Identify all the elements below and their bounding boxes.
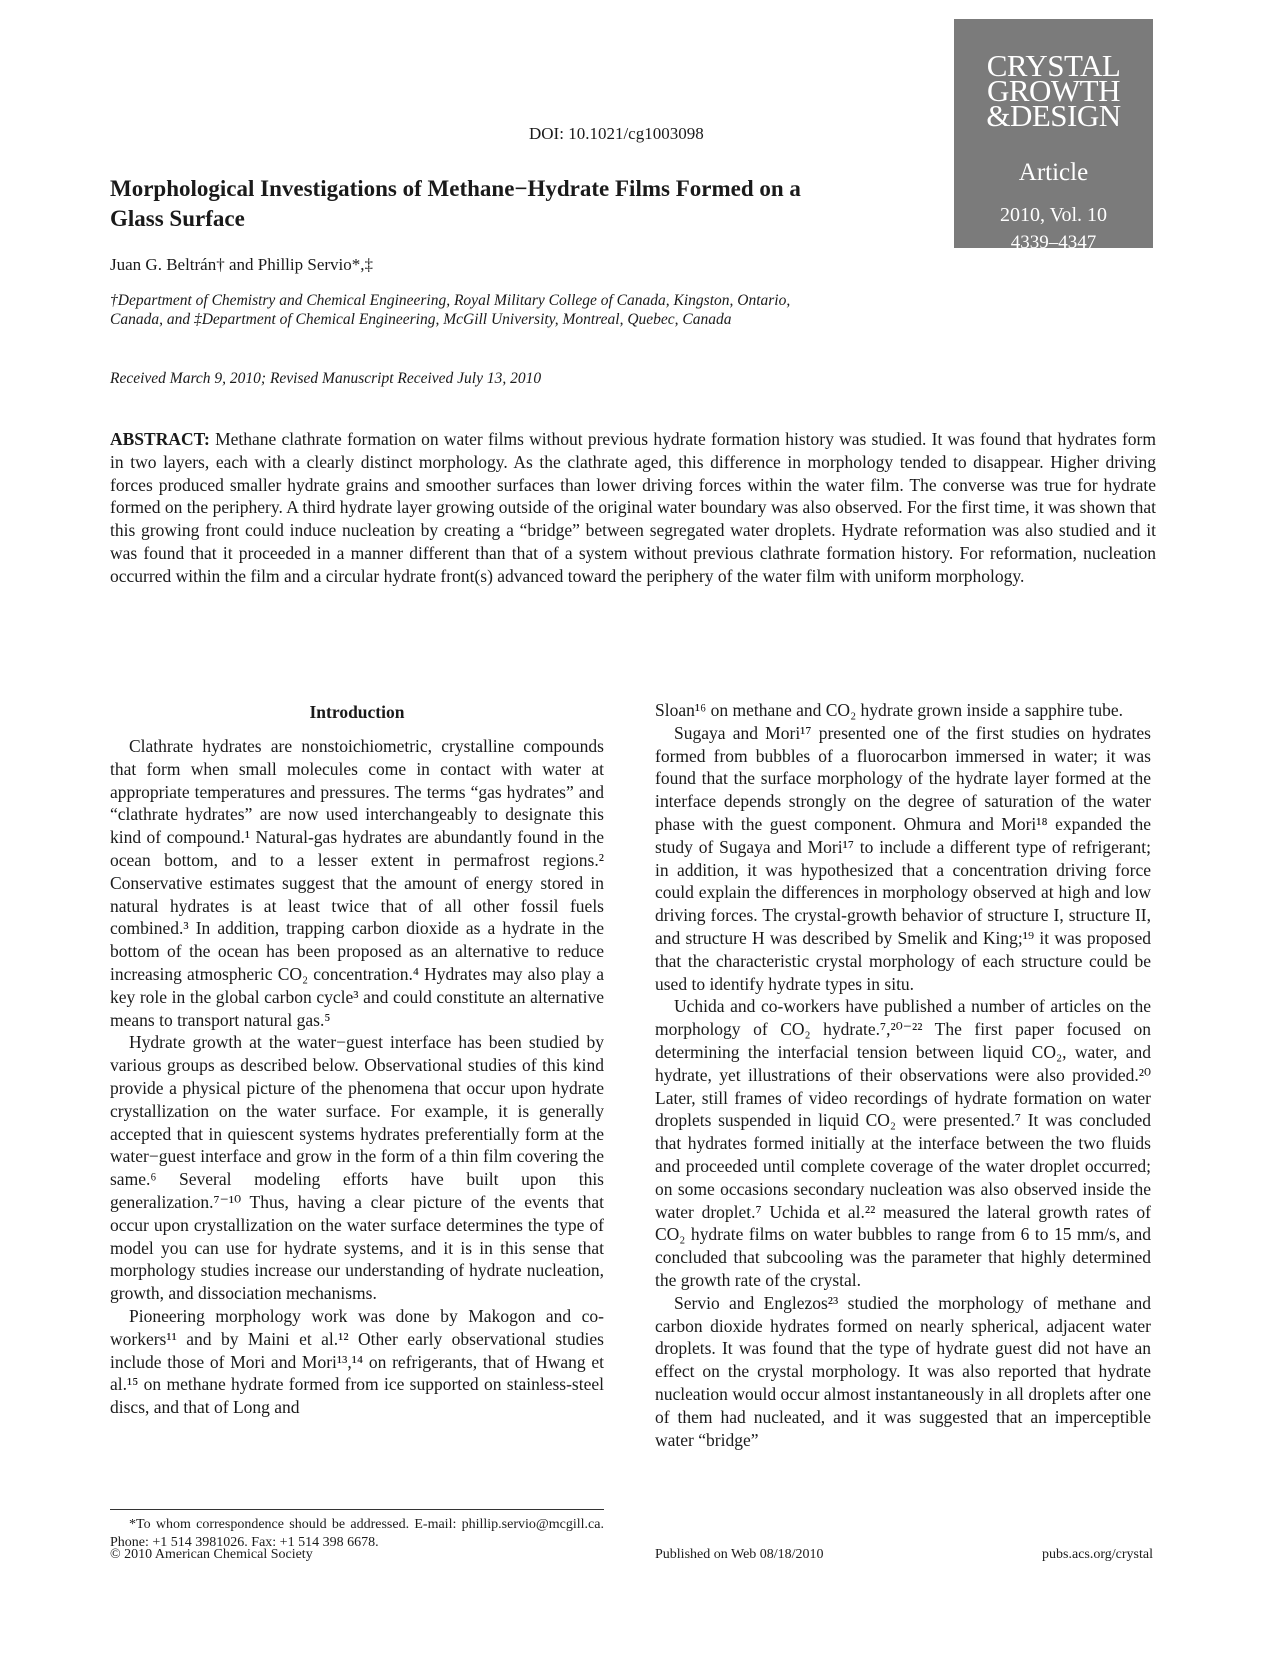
journal-name-line: &DESIGN: [986, 98, 1121, 133]
right-column: [655, 699, 1151, 1451]
received-dates: Received March 9, 2010; Revised Manuscript Received July 13, 2010: [110, 370, 542, 387]
left-column: [110, 735, 604, 1419]
doi: DOI: 10.1021/cg1003098: [529, 124, 704, 143]
paragraph: Servio and Englezos²³ studied the morphology of methane and carbon dioxide hydrates formed on nearly spherical, adjacent water droplets. It was found that the type of hydrate guest did not have an effect on the crystal morphology. It was also reported that hydrate nucleation would occur almost instantaneously in all droplets after one of them had nucleated, and it was suggested that an imperceptible water “bridge”: [655, 1292, 1151, 1450]
page-range: 4339–4347: [1010, 232, 1097, 253]
paragraph: Sloan¹⁶ on methane and CO₂ hydrate grown inside a sapphire tube.: [655, 700, 1123, 720]
footnote-divider: [110, 1509, 604, 1510]
abstract-label: ABSTRACT:: [110, 429, 210, 449]
journal-name-line: GROWTH: [986, 73, 1121, 108]
paragraph: Uchida and co-workers have published a number of articles on the morphology of CO₂ hydrate.⁷,²⁰⁻²² The first paper focused on determining the interfacial tension between liquid CO₂, water, and hydrate, yet illustrations of their observations were also provided.²⁰ Later, still frames of video recordings of hydrate formation on water droplets suspended in liquid CO₂ were presented.⁷ It was concluded that hydrates formed initially at the interface between the two fluids and proceeded until complete coverage of the water droplet occurred; on some occasions secondary nucleation was also observed inside the water droplet.⁷ Uchida et al.²² measured the lateral growth rates of CO₂ hydrate films on water bubbles to range from 6 to 15 mm/s, and concluded that subcooling was the parameter that highly determined the growth rate of the crystal.: [655, 996, 1151, 1290]
article-type: Article: [1018, 159, 1089, 186]
paragraph: Clathrate hydrates are nonstoichiometric, crystalline compounds that form when small molecules come in contact with water at appropriate temperatures and pressures. The terms “gas hydrates” and “clathrate hydrates” are now used interchangeably to designate this kind of compound.¹ Natural-gas hydrates are abundantly found in the ocean bottom, and to a lesser extent in permafrost regions.² Conservative estimates suggest that the amount of energy stored in natural hydrates is at least twice that of all other fossil fuels combined.³ In addition, trapping carbon dioxide as a hydrate in the bottom of the ocean has been proposed as an alternative to reduce increasing atmospheric CO₂ concentration.⁴ Hydrates may also play a key role in the global carbon cycle³ and could constitute an alternative means to transport natural gas.⁵: [110, 736, 604, 1030]
publication-date: Published on Web 08/18/2010: [655, 1547, 824, 1562]
paragraph: Hydrate growth at the water−guest interface has been studied by various groups as described below. Observational studies of this kind provide a physical picture of the phenomena that occur upon hydrate crystallization on the water surface. For example, it is generally accepted that in quiescent systems hydrates preferentially form at the water−guest interface and grow in the form of a thin film covering the same.⁶ Several modeling efforts have built upon this generalization.⁷⁻¹⁰ Thus, having a clear picture of the events that occur upon crystallization on the water surface determines the type of model you can use for hydrate systems, and it is in this sense that morphology studies increase our understanding of hydrate nucleation, growth, and dissociation mechanisms.: [110, 1032, 604, 1304]
affiliations: †Department of Chemistry and Chemical Engineering, Royal Military College of Canada, Kingston, Ontario, Canada, and ‡Department of Chemical Engineering, McGill University, Montreal, Quebec, Canada: [110, 292, 791, 328]
journal-volume: 2010, Vol. 10: [999, 204, 1108, 226]
abstract-text: Methane clathrate formation on water films without previous hydrate formation history was studied. It was found that hydrates form in two layers, each with a clearly distinct morphology. As the clathrate aged, this difference in morphology tended to disappear. Higher driving forces produced smaller hydrate grains and smoother surfaces than lower driving forces within the water film. The converse was true for hydrate formed on the periphery. A third hydrate layer growing outside of the original water boundary was also observed. For the first time, it was shown that this growing front could induce nucleation by creating a “bridge” between segregated water droplets. Hydrate reformation was also studied and it was found that it proceeded in a manner different than that of a system without previous clathrate formation history. For reformation, nucleation occurred within the film and a circular hydrate front(s) advanced toward the periphery of the water film with uniform morphology.: [110, 429, 1156, 586]
article-title: Morphological Investigations of Methane−Hydrate Films Formed on a Glass Surface: [110, 176, 801, 231]
correspondence-footnote: *To whom correspondence should be addressed. E-mail: phillip.servio@mcgill.ca. Phone: +1 514 3981026. Fax: +1 514 398 6678.: [110, 1517, 604, 1550]
journal-name-line: CRYSTAL: [986, 48, 1121, 83]
section-heading-introduction: Introduction: [309, 702, 405, 722]
paragraph: Sugaya and Mori¹⁷ presented one of the first studies on hydrates formed from bubbles of a fluorocarbon immersed in water; it was found that the surface morphology of the hydrate layer formed at the interface depends strongly on the degree of saturation of the water phase with the guest component. Ohmura and Mori¹⁸ expanded the study of Sugaya and Mori¹⁷ to include a different type of refrigerant; in addition, it was hypothesized that a concentration driving force could explain the differences in morphology observed at high and low driving forces. The crystal-growth behavior of structure I, structure II, and structure H was described by Smelik and King;¹⁹ it was proposed that the characteristic crystal morphology of each structure could be used to identify hydrate types in situ.: [655, 722, 1151, 994]
journal-url: pubs.acs.org/crystal: [1042, 1547, 1153, 1562]
abstract: [110, 428, 1156, 588]
copyright: © 2010 American Chemical Society: [110, 1547, 313, 1562]
journal-logo-box: [954, 19, 1153, 253]
authors: Juan G. Beltrán† and Phillip Servio*,‡: [110, 255, 374, 274]
paragraph: Pioneering morphology work was done by Makogon and co-workers¹¹ and by Maini et al.¹² Other early observational studies include those of Mori and Mori¹³,¹⁴ on refrigerants, that of Hwang et al.¹⁵ on methane hydrate formed from ice supported on stainless-steel discs, and that of Long and: [110, 1305, 604, 1418]
journal-name: [954, 48, 1153, 133]
